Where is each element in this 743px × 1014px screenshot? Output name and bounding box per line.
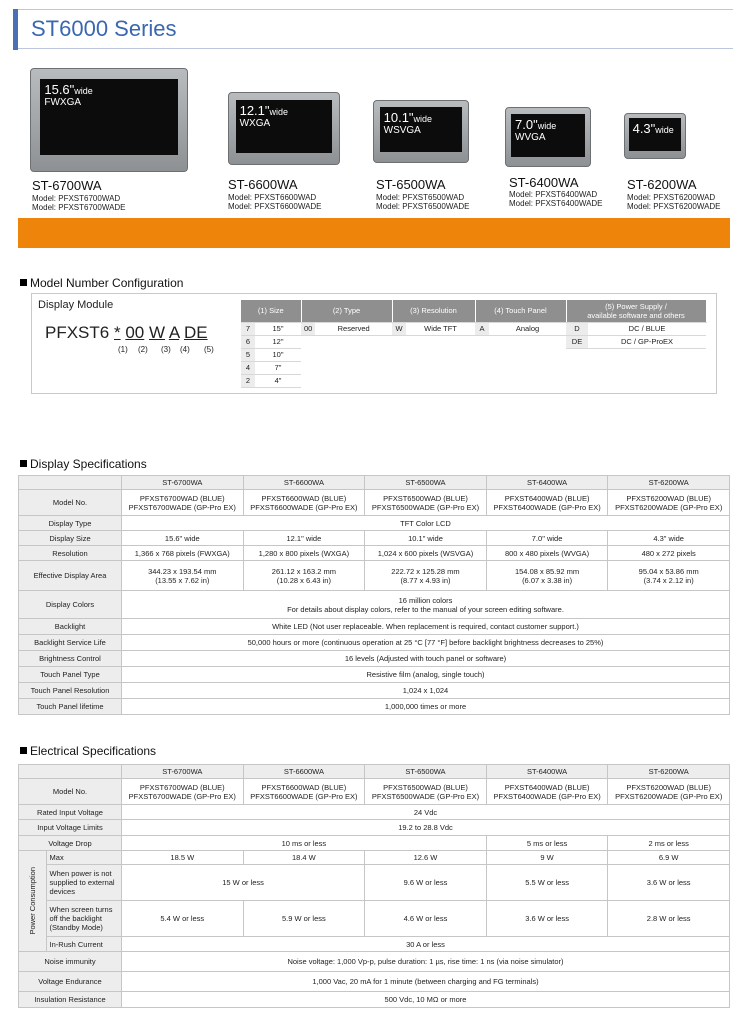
sub-label: (2) — [138, 345, 148, 354]
screen-resolution: WXGA — [239, 118, 271, 130]
orange-divider — [18, 218, 730, 248]
table-row: Model No. PFXST6700WAD (BLUE) PFXST6700WADE (GP-Pro EX) PFXST6600WAD (BLUE) PFXST6600WADE (GP-Pro EX) PFXST6500WAD (BLUE) PFXST6500WADE (GP-Pro EX) PFXST6400WAD (BLUE) PFXST6400WADE (GP-Pro EX) PFXST6200WAD (BLUE) PFXST6200WADE (GP-Pro EX) — [19, 490, 730, 516]
product-model-1: Model: PFXST6600WAD — [228, 193, 317, 202]
title-accent — [13, 9, 18, 50]
product-model-1: Model: PFXST6700WAD — [32, 194, 121, 203]
table-row: Power Consumption Max 18.5 W 18.4 W 12.6 W 9 W 6.9 W — [19, 851, 730, 865]
product-name: ST-6700WA — [32, 178, 102, 193]
product-model-1: Model: PFXST6500WAD — [376, 193, 465, 202]
product-image — [30, 68, 188, 172]
product-model-2: Model: PFXST6500WADE — [376, 202, 470, 211]
screen-size-suffix: wide — [537, 120, 557, 131]
table-row: 6 12" DE DC / GP-ProEX — [241, 335, 706, 348]
electrical-spec-table — [18, 764, 730, 1008]
sub-label: (1) — [118, 345, 128, 354]
section-heading-model-config — [20, 276, 183, 290]
column-header: ST-6600WA — [243, 765, 365, 779]
column-header: ST-6400WA — [486, 765, 608, 779]
table-row: Display Colors 16 million colors For details about display colors, refer to the manual of your screen editing software. — [19, 591, 730, 619]
header-type: (2) Type — [301, 300, 392, 322]
model-config-table — [241, 300, 707, 388]
section-heading-text: Display Specifications — [30, 457, 147, 471]
screen-size: 4.3" — [632, 121, 656, 137]
table-row: Display Size 15.6" wide 12.1" wide 10.1" wide 7.0" wide 4.3" wide — [19, 531, 730, 546]
sub-label: (5) — [204, 345, 214, 354]
screen-size-suffix: wide — [655, 125, 674, 136]
product-model-1: Model: PFXST6200WAD — [627, 193, 716, 202]
page-title-bar — [13, 9, 733, 49]
page-title: ST6000 Series — [31, 16, 177, 41]
section-heading-display-specs — [20, 457, 147, 471]
header-size: (1) Size — [241, 300, 301, 322]
section-heading-text: Model Number Configuration — [30, 276, 184, 290]
table-row: Voltage Endurance 1,000 Vac, 20 mA for 1 minute (between charging and FG terminals) — [19, 972, 730, 992]
column-header: ST-6700WA — [122, 476, 244, 490]
part-number — [45, 323, 208, 343]
column-header: ST-6600WA — [243, 476, 365, 490]
product-image — [505, 107, 591, 167]
display-spec-table — [18, 475, 730, 715]
table-row: When power is not supplied to external devices 15 W or less 9.6 W or less 5.5 W or less 3.6 W or less — [19, 865, 730, 901]
screen-size: 15.6" — [44, 82, 75, 98]
product-image — [373, 100, 469, 163]
table-row: 2 4" — [241, 374, 706, 387]
table-row: Touch Panel Resolution 1,024 x 1,024 — [19, 683, 730, 699]
product-model-2: Model: PFXST6600WADE — [228, 202, 322, 211]
product-model-2: Model: PFXST6700WADE — [32, 203, 126, 212]
table-row: When screen turns off the backlight (Standby Mode) 5.4 W or less 5.9 W or less 4.6 W or less 3.6 W or less 2.8 W or less — [19, 901, 730, 937]
table-row: Touch Panel Type Resistive film (analog, single touch) — [19, 667, 730, 683]
table-row: 4 7" — [241, 361, 706, 374]
header-power: (5) Power Supply / available software and others — [566, 300, 706, 322]
product-screen — [40, 79, 177, 154]
table-row: Rated Input Voltage 24 Vdc — [19, 805, 730, 820]
table-row: Display Type TFT Color LCD — [19, 516, 730, 531]
column-header: ST-6200WA — [608, 476, 730, 490]
table-row: Voltage Drop 10 ms or less 5 ms or less 2 ms or less — [19, 836, 730, 851]
table-row: Input Voltage Limits 19.2 to 28.8 Vdc — [19, 820, 730, 836]
part-prefix: PFXST6 — [45, 323, 110, 342]
screen-size-suffix: wide — [269, 107, 289, 118]
product-name: ST-6500WA — [376, 177, 446, 192]
table-row: Resolution 1,366 x 768 pixels (FWXGA) 1,280 x 800 pixels (WXGA) 1,024 x 600 pixels (WSVGA) 800 x 480 pixels (WVGA) 480 x 272 pixels — [19, 546, 730, 561]
header-touch: (4) Touch Panel — [475, 300, 566, 322]
column-header: ST-6500WA — [365, 476, 487, 490]
power-consumption-label: Power Consumption — [19, 851, 47, 952]
product-screen — [511, 114, 585, 157]
screen-size: 7.0" — [515, 116, 538, 132]
header-resolution: (3) Resolution — [392, 300, 475, 322]
table-row: Backlight Service Life 50,000 hours or more (continuous operation at 25 °C [77 °F] before backlight brightness decreases to 25%) — [19, 635, 730, 651]
part-size-code: * — [113, 323, 121, 342]
table-row: In-Rush Current 30 A or less — [19, 937, 730, 952]
display-module-label: Display Module — [38, 299, 114, 311]
part-resolution-code: W — [149, 323, 166, 342]
part-touch-code: A — [168, 323, 180, 342]
product-name: ST-6200WA — [627, 177, 697, 192]
table-row: Touch Panel lifetime 1,000,000 times or more — [19, 699, 730, 715]
screen-size: 12.1" — [239, 103, 270, 119]
product-model-2: Model: PFXST6200WADE — [627, 202, 721, 211]
product-model-1: Model: PFXST6400WAD — [509, 190, 598, 199]
product-image — [228, 92, 340, 165]
screen-resolution: WSVGA — [383, 125, 421, 137]
column-header: ST-6500WA — [365, 765, 487, 779]
part-power-code: DE — [183, 323, 208, 342]
table-row: 7 15" 00 Reserved W Wide TFT A Analog D DC / BLUE — [241, 322, 706, 335]
product-screen — [380, 107, 463, 152]
table-row: Backlight White LED (Not user replaceable. When replacement is required, contact customer support.) — [19, 619, 730, 635]
table-row: Brightness Control 16 levels (Adjusted with touch panel or software) — [19, 651, 730, 667]
product-screen — [236, 100, 333, 153]
screen-resolution: FWXGA — [44, 97, 82, 109]
product-name: ST-6600WA — [228, 177, 298, 192]
column-header: ST-6200WA — [608, 765, 730, 779]
table-row: Model No. PFXST6700WAD (BLUE) PFXST6700WADE (GP-Pro EX) PFXST6600WAD (BLUE) PFXST6600WADE (GP-Pro EX) PFXST6500WAD (BLUE) PFXST6500WADE (GP-Pro EX) PFXST6400WAD (BLUE) PFXST6400WADE (GP-Pro EX) PFXST6200WAD (BLUE) PFXST6200WADE (GP-Pro EX) — [19, 779, 730, 805]
sub-label: (4) — [180, 345, 190, 354]
column-header: ST-6700WA — [122, 765, 244, 779]
product-image — [624, 113, 686, 159]
table-row: Insulation Resistance 500 Vdc, 10 MΩ or more — [19, 992, 730, 1008]
table-row: 5 10" — [241, 348, 706, 361]
screen-size-suffix: wide — [413, 114, 433, 125]
product-model-2: Model: PFXST6400WADE — [509, 199, 603, 208]
screen-size-suffix: wide — [74, 86, 93, 97]
table-row: Effective Display Area 344.23 x 193.54 mm (13.55 x 7.62 in) 261.12 x 163.2 mm (10.28 x 6.43 in) 222.72 x 125.28 mm (8.77 x 4.93 in) 154.08 x 85.92 mm (6.07 x 3.38 in) 95.04 x 53.86 mm (3.74 x 2.12 in) — [19, 561, 730, 591]
column-header: ST-6400WA — [486, 476, 608, 490]
part-type-code: 00 — [125, 323, 145, 342]
section-heading-electrical-specs — [20, 744, 156, 758]
product-screen — [629, 118, 682, 151]
sub-label: (3) — [161, 345, 171, 354]
table-row: Noise immunity Noise voltage: 1,000 Vp-p, pulse duration: 1 µs, rise time: 1 ns (via noise simulator) — [19, 952, 730, 972]
screen-size: 10.1" — [383, 110, 414, 126]
product-name: ST-6400WA — [509, 175, 579, 190]
screen-resolution: WVGA — [515, 131, 546, 143]
section-heading-text: Electrical Specifications — [30, 744, 157, 758]
